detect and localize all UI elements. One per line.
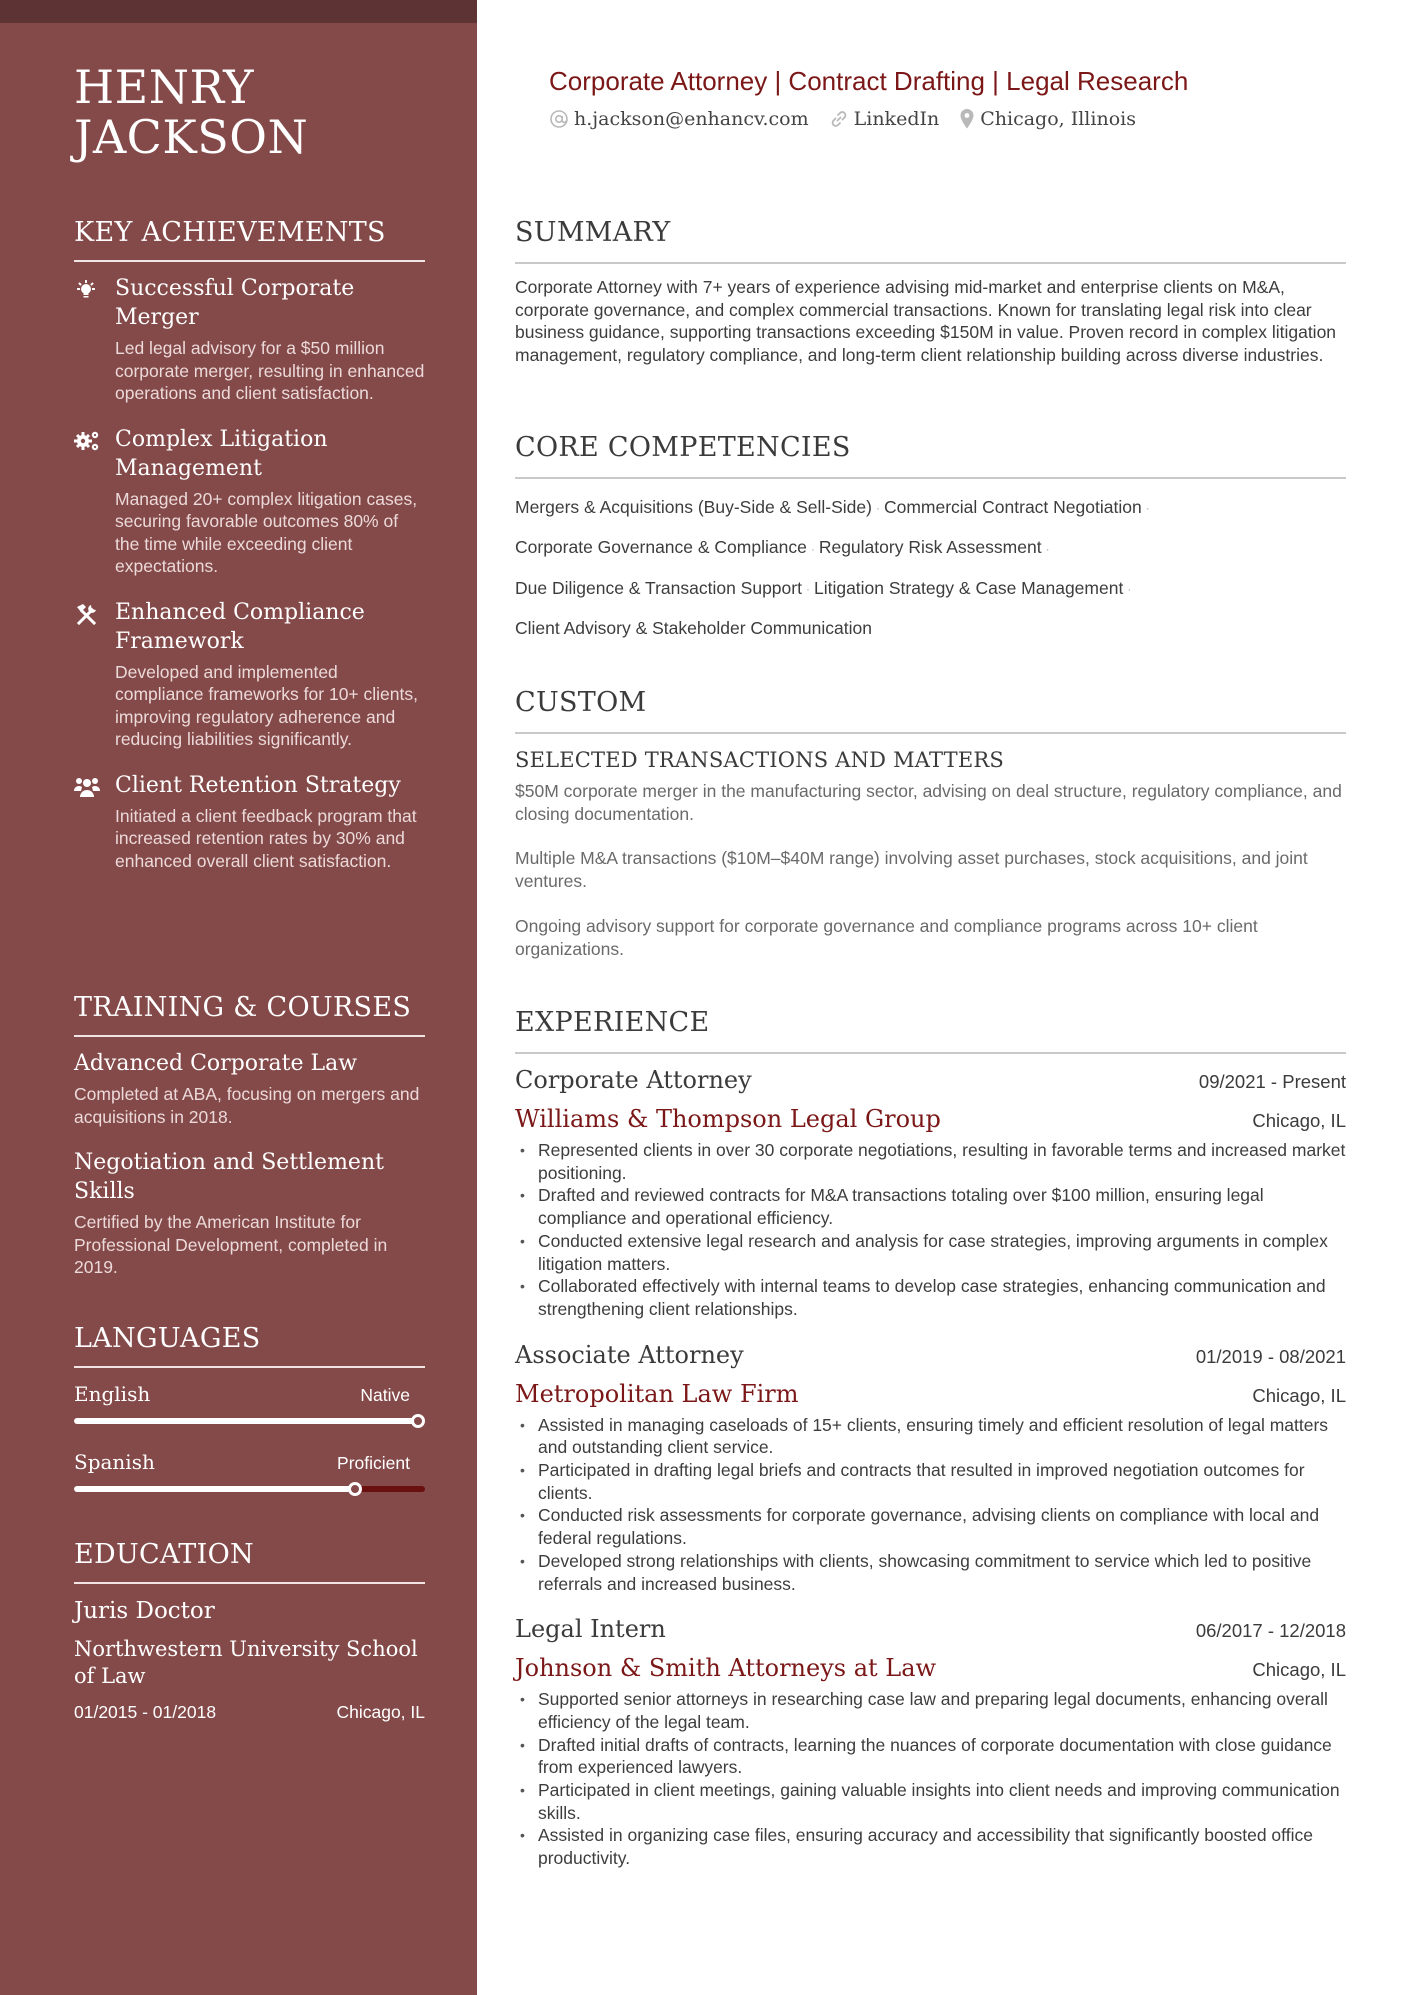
course-desc: Completed at ABA, focusing on mergers and acquisitions in 2018. xyxy=(74,1084,420,1127)
job-entry xyxy=(515,1339,1346,1596)
job-title: Corporate Attorney xyxy=(515,1066,752,1094)
section-title: CUSTOM xyxy=(515,687,647,718)
section-title: EXPERIENCE xyxy=(515,1007,710,1038)
course-item xyxy=(74,1049,425,1128)
job-bullets xyxy=(515,1139,1346,1321)
job-location: Chicago, IL xyxy=(1252,1110,1346,1131)
achievement-item xyxy=(74,598,425,751)
job-entry xyxy=(515,1613,1346,1870)
job-location: Chicago, IL xyxy=(1252,1384,1346,1406)
job-bullet: • Developed strong relationships with clients, showcasing commitment to service which led to positive referrals and increased business. xyxy=(515,1550,1346,1595)
contact-linkedin[interactable] xyxy=(829,108,940,130)
job-company: Williams & Thompson Legal Group xyxy=(515,1105,941,1133)
achievement-title: Successful Corporate Merger xyxy=(115,276,355,330)
section-divider xyxy=(515,262,1346,264)
education-section xyxy=(74,1538,425,1724)
summary-section xyxy=(515,216,1346,367)
training-section xyxy=(74,991,425,1279)
course-desc: Certified by the American Institute for Professional Development, completed in 2019. xyxy=(74,1212,388,1277)
gears-icon xyxy=(74,429,100,453)
job-bullet: • Assisted in managing caseloads of 15+ clients, ensuring timely and efficient resolution of legal matters and outstanding client service. xyxy=(515,1414,1346,1459)
education-school: Northwestern University School of Law xyxy=(74,1637,418,1688)
competency-line: Mergers & Acquisitions (Buy-Side & Sell-Side) · Commercial Contract Negotiation · xyxy=(515,497,1150,517)
sidebar xyxy=(0,0,477,1995)
job-bullet: • Supported senior attorneys in researching case law and preparing legal documents, enhancing overall efficiency of the legal team. xyxy=(515,1688,1346,1733)
contact-linkedin-text: LinkedIn xyxy=(853,108,940,130)
job-location: Chicago, IL xyxy=(1252,1659,1346,1681)
job-bullet: • Collaborated effectively with internal teams to develop case strategies, enhancing communication and strengthening client relationships. xyxy=(515,1275,1346,1320)
custom-subtitle: SELECTED TRANSACTIONS AND MATTERS xyxy=(515,748,1004,772)
job-bullet: • Conducted extensive legal research and analysis for case strategies, improving arguments in complex litigation matters. xyxy=(515,1230,1346,1275)
language-item xyxy=(74,1448,425,1496)
achievement-item xyxy=(74,771,425,873)
competency-item: Client Advisory & Stakeholder Communication xyxy=(515,618,872,639)
competency-item: Due Diligence & Transaction Support xyxy=(515,577,802,598)
tools-icon xyxy=(74,602,100,626)
section-title: KEY ACHIEVEMENTS xyxy=(74,217,386,248)
section-title: TRAINING & COURSES xyxy=(74,992,412,1023)
experience-section xyxy=(515,1006,1346,1870)
competencies-section xyxy=(515,431,1346,639)
section-divider xyxy=(515,732,1346,734)
section-divider xyxy=(515,1052,1346,1054)
languages-section xyxy=(74,1322,425,1496)
language-proficiency-bar xyxy=(74,1414,425,1428)
section-title: CORE COMPETENCIES xyxy=(515,432,851,463)
contact-email-text: h.jackson@enhancv.com xyxy=(574,108,809,130)
language-name: English xyxy=(74,1382,151,1406)
custom-item: $50M corporate merger in the manufacturing sector, advising on deal structure, regulatory compliance, and closing documentation. xyxy=(515,781,1342,824)
education-degree: Juris Doctor xyxy=(74,1598,215,1624)
job-entry xyxy=(515,1064,1346,1321)
lightbulb-icon xyxy=(74,278,100,302)
language-proficiency-bar xyxy=(74,1482,425,1496)
job-title: Associate Attorney xyxy=(515,1340,744,1369)
job-title: Legal Intern xyxy=(515,1615,666,1644)
section-divider xyxy=(515,477,1346,479)
language-level: Proficient xyxy=(337,1453,410,1473)
candidate-name xyxy=(74,62,308,162)
section-title: EDUCATION xyxy=(74,1539,254,1570)
proficiency-knob xyxy=(411,1414,425,1428)
job-bullets xyxy=(515,1414,1346,1596)
job-bullet: • Drafted initial drafts of contracts, learning the nuances of corporate documentation with close guidance from experienced lawyers. xyxy=(515,1734,1346,1779)
section-title: LANGUAGES xyxy=(74,1323,261,1354)
contact-email[interactable] xyxy=(549,108,809,130)
job-bullets xyxy=(515,1688,1346,1870)
education-location: Chicago, IL xyxy=(336,1702,425,1722)
name-last: JACKSON xyxy=(74,110,309,164)
competency-item: Commercial Contract Negotiation xyxy=(883,497,1142,517)
language-item xyxy=(74,1380,425,1428)
job-company: Metropolitan Law Firm xyxy=(515,1379,799,1408)
education-meta xyxy=(74,1700,425,1724)
competency-line: Due Diligence & Transaction Support · Litigation Strategy & Case Management · xyxy=(515,577,1132,598)
contact-location xyxy=(959,108,1136,130)
section-divider xyxy=(74,260,425,262)
achievement-desc: Initiated a client feedback program that increased retention rates by 30% and enhanced overall client satisfaction. xyxy=(115,805,417,871)
headline: Corporate Attorney | Contract Drafting | Legal Research xyxy=(549,66,1189,96)
key-achievements-section xyxy=(74,216,425,872)
job-dates: 06/2017 - 12/2018 xyxy=(1195,1620,1346,1642)
contact-location-text: Chicago, Illinois xyxy=(980,108,1136,130)
competency-item: Mergers & Acquisitions (Buy-Side & Sell-Side) xyxy=(515,497,872,517)
course-title: Advanced Corporate Law xyxy=(74,1051,358,1076)
proficiency-knob xyxy=(348,1482,362,1496)
course-item xyxy=(74,1148,425,1279)
job-bullet: • Conducted risk assessments for corporate governance, advising clients on compliance with local and federal regulations. xyxy=(515,1504,1346,1549)
language-level: Native xyxy=(360,1385,410,1405)
summary-text: Corporate Attorney with 7+ years of experience advising mid-market and enterprise clients on M&A, corporate governance, and complex commercial transactions. Known for translating legal risk into clear business guidance, supporting transactions exceeding $150M in value. Proven record in complex litigation management, regulatory compliance, and long-term client relationship building across diverse industries. xyxy=(515,277,1337,366)
section-divider xyxy=(74,1582,425,1584)
course-title: Negotiation and Settlement Skills xyxy=(74,1150,384,1204)
users-icon xyxy=(74,775,100,799)
competency-line xyxy=(515,617,1346,639)
job-bullet: • Participated in client meetings, gaining valuable insights into client needs and improving communication skills. xyxy=(515,1779,1346,1824)
contact-info xyxy=(549,108,1156,130)
achievement-desc: Managed 20+ complex litigation cases, securing favorable outcomes 80% of the time while exceeding client expectations. xyxy=(115,488,418,576)
job-company: Johnson & Smith Attorneys at Law xyxy=(515,1654,937,1683)
at-icon xyxy=(549,109,569,129)
section-divider xyxy=(74,1035,425,1037)
link-icon xyxy=(829,109,849,129)
section-divider xyxy=(74,1366,425,1368)
custom-item: Ongoing advisory support for corporate governance and compliance programs across 10+ client organizations. xyxy=(515,915,1258,959)
name-first: HENRY xyxy=(74,60,255,114)
custom-item: Multiple M&A transactions ($10M–$40M range) involving asset purchases, stock acquisitions, and joint ventures. xyxy=(515,848,1308,892)
language-name: Spanish xyxy=(74,1450,155,1474)
section-title: SUMMARY xyxy=(515,217,671,248)
location-pin-icon xyxy=(959,108,975,130)
achievement-title: Client Retention Strategy xyxy=(115,772,401,798)
custom-section xyxy=(515,686,1346,960)
achievement-item xyxy=(74,274,425,405)
job-bullet: • Represented clients in over 30 corporate negotiations, resulting in favorable terms and increased market positioning. xyxy=(515,1139,1346,1184)
competency-item: Regulatory Risk Assessment xyxy=(818,537,1042,558)
job-dates: 09/2021 - Present xyxy=(1198,1071,1346,1092)
job-bullet: • Assisted in organizing case files, ensuring accuracy and accessibility that significantly boosted office productivity. xyxy=(515,1824,1346,1869)
job-bullet: • Drafted and reviewed contracts for M&A transactions totaling over $100 million, ensuring legal compliance and operational efficiency. xyxy=(515,1184,1346,1229)
achievement-title: Enhanced Compliance Framework xyxy=(115,599,365,654)
sidebar-top-band xyxy=(0,0,477,23)
achievement-desc: Led legal advisory for a $50 million corporate merger, resulting in enhanced operations and client satisfaction. xyxy=(115,338,425,403)
achievement-item xyxy=(74,425,425,578)
competency-item: Litigation Strategy & Case Management xyxy=(813,577,1124,598)
job-bullet: • Participated in drafting legal briefs and contracts that resulted in improved negotiation outcomes for clients. xyxy=(515,1459,1346,1504)
competency-item: Corporate Governance & Compliance xyxy=(515,537,807,558)
education-dates: 01/2015 - 01/2018 xyxy=(74,1702,217,1722)
achievement-desc: Developed and implemented compliance frameworks for 10+ clients, improving regulatory adherence and reducing liabilities significantly. xyxy=(115,661,418,749)
job-dates: 01/2019 - 08/2021 xyxy=(1195,1345,1346,1367)
competency-line: Corporate Governance & Compliance · Regulatory Risk Assessment · xyxy=(515,537,1050,558)
achievement-title: Complex Litigation Management xyxy=(115,426,328,481)
